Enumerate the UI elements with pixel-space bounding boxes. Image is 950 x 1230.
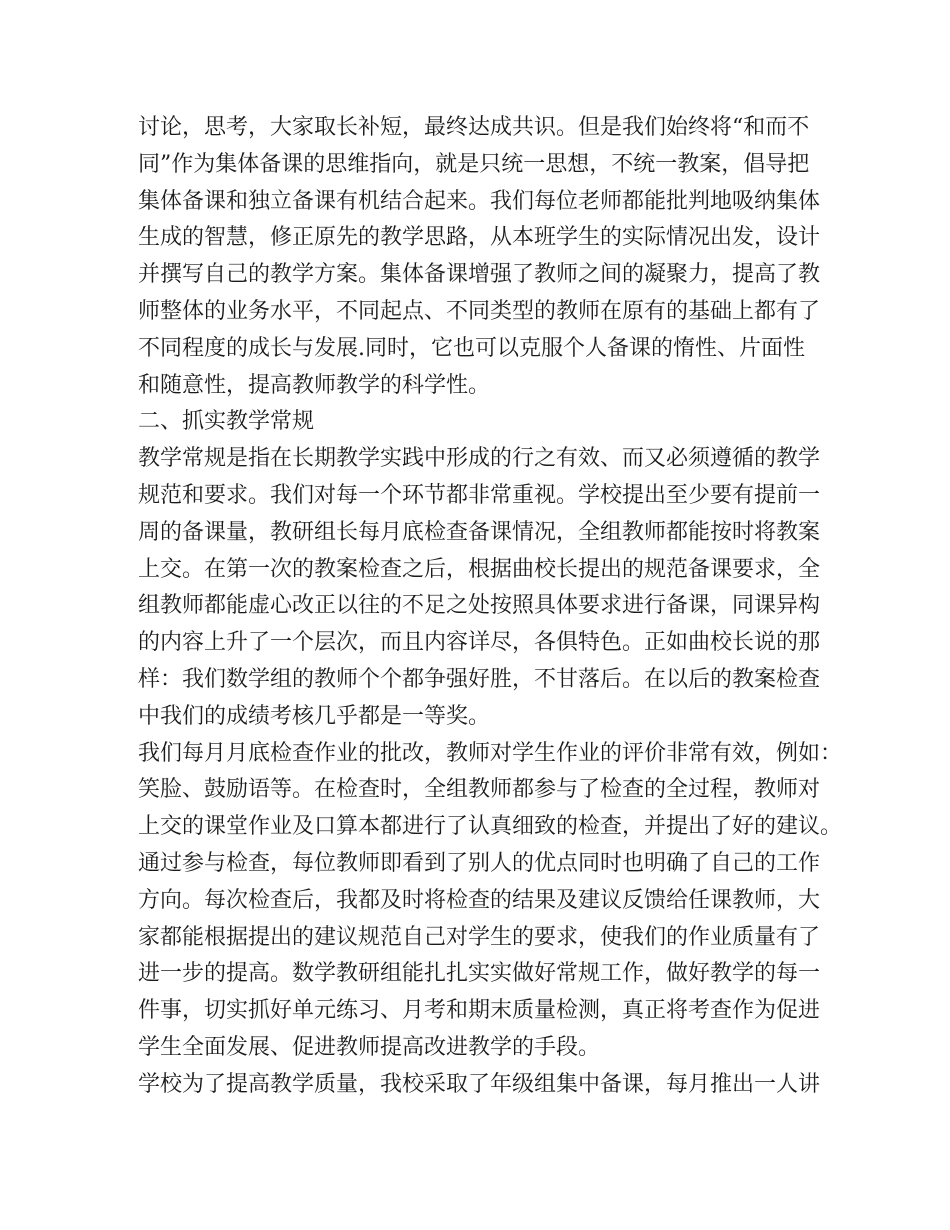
text-line: 教学常规是指在长期教学实践中形成的行之有效、而又必须遵循的教学 xyxy=(138,446,821,472)
text-line: 师整体的业务水平，不同起点、不同类型的教师在原有的基础上都有了 xyxy=(138,298,821,324)
text-line: 进一步的提高。数学教研组能扎扎实实做好常规工作，做好教学的每一 xyxy=(138,961,821,987)
text-line: 笑脸、鼓励语等。在检查时，全组教师都参与了检查的全过程，教师对 xyxy=(138,777,821,803)
text-line: 我们每月月底检查作业的批改，教师对学生作业的评价非常有效，例如： xyxy=(138,740,843,766)
text-line: 生成的智慧，修正原先的教学思路，从本班学生的实际情况出发，设计 xyxy=(138,225,821,251)
text-line: 的内容上升了一个层次，而且内容详尽，各俱特色。正如曲校长说的那 xyxy=(138,630,821,656)
document-body xyxy=(138,110,843,1104)
text-line: 同”作为集体备课的思维指向，就是只统一思想，不统一教案，倡导把 xyxy=(138,151,810,177)
text-line: 上交。在第一次的教案检查之后，根据曲校长提出的规范备课要求，全 xyxy=(138,556,821,582)
section-heading: 二、抓实教学常规 xyxy=(138,409,315,435)
text-line: 和随意性，提高教师教学的科学性。 xyxy=(138,372,491,398)
text-line: 组教师都能虚心改正以往的不足之处按照具体要求进行备课，同课异构 xyxy=(138,593,821,619)
text-line: 上交的课堂作业及口算本都进行了认真细致的检查，并提出了好的建议。 xyxy=(138,814,843,840)
text-line: 不同程度的成长与发展.同时，它也可以克服个人备课的惰性、片面性 xyxy=(138,335,805,361)
text-line: 家都能根据提出的建议规范自己对学生的要求，使我们的作业质量有了 xyxy=(138,924,821,950)
text-line: 方向。每次检查后，我都及时将检查的结果及建议反馈给任课教师，大 xyxy=(138,887,821,913)
text-line: 学生全面发展、促进教师提高改进教学的手段。 xyxy=(138,1034,601,1060)
text-line: 讨论，思考，大家取长补短，最终达成共识。但是我们始终将“和而不 xyxy=(138,115,810,140)
text-line: 周的备课量，教研组长每月底检查备课情况，全组教师都能按时将教案 xyxy=(138,519,821,545)
text-line: 通过参与检查，每位教师即看到了别人的优点同时也明确了自己的工作 xyxy=(138,850,821,876)
text-line: 中我们的成绩考核几乎都是一等奖。 xyxy=(138,703,491,729)
text-line: 集体备课和独立备课有机结合起来。我们每位老师都能批判地吸纳集体 xyxy=(138,188,821,214)
text-line: 并撰写自己的教学方案。集体备课增强了教师之间的凝聚力，提高了教 xyxy=(138,262,821,288)
text-line: 规范和要求。我们对每一个环节都非常重视。学校提出至少要有提前一 xyxy=(138,482,821,508)
text-line: 学校为了提高教学质量，我校采取了年级组集中备课，每月推出一人讲 xyxy=(138,1071,821,1097)
text-line: 件事，切实抓好单元练习、月考和期末质量检测，真正将考查作为促进 xyxy=(138,998,821,1024)
text-line: 样：我们数学组的教师个个都争强好胜，不甘落后。在以后的教案检查 xyxy=(138,666,821,692)
